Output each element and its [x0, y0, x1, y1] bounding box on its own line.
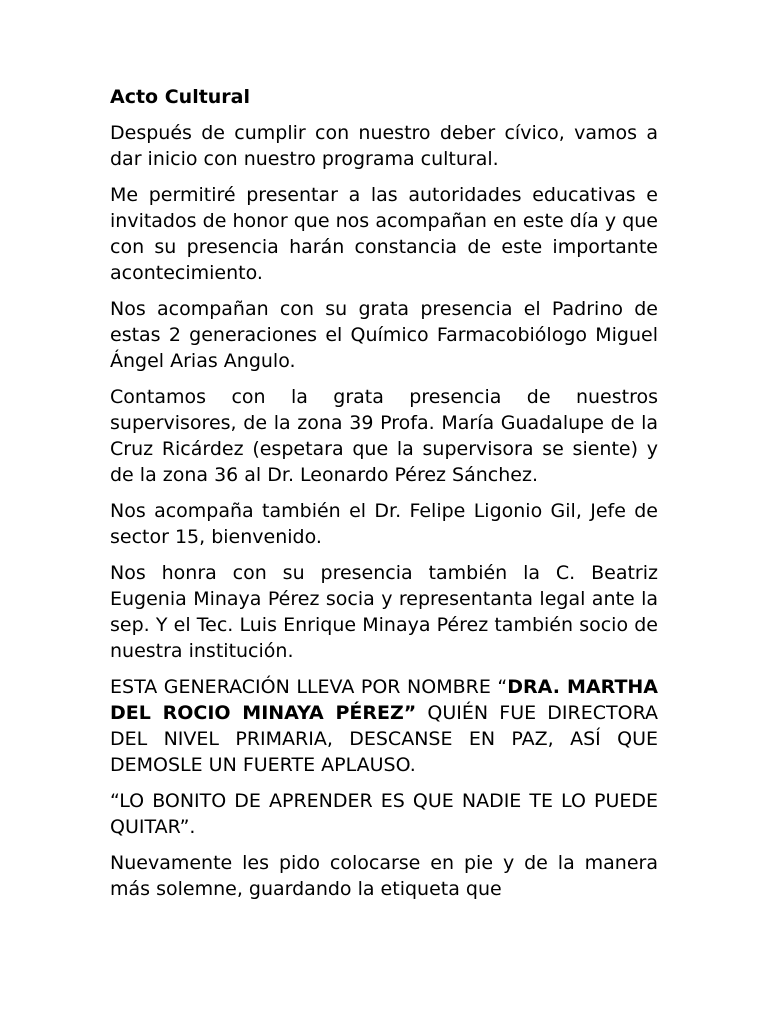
quote-paragraph: “LO BONITO DE APRENDER ES QUE NADIE TE LO PUEDE QUITAR”. — [110, 790, 658, 838]
paragraph-authorities: Me permitiré presentar a las autoridades educativas e invitados de honor que nos acompañan en este día y que con su presencia harán constancia de este importante acontecimiento. — [110, 184, 658, 284]
paragraph-supervisors: Contamos con la grata presencia de nuestros supervisores, de la zona 39 Profa. María Guadalupe de la Cruz Ricárdez (espetara que la supervisora se siente) y de la zona 36 al Dr. Leonardo Pérez Sánchez. — [110, 386, 658, 486]
document-title: Acto Cultural — [110, 86, 251, 108]
paragraph-padrino: Nos acompañan con su grata presencia el Padrino de estas 2 generaciones el Químico Farmacobiólogo Miguel Ángel Arias Angulo. — [110, 298, 658, 372]
paragraph-closing: Nuevamente les pido colocarse en pie y de la manera más solemne, guardando la etiqueta que — [110, 852, 658, 900]
document-body — [110, 84, 658, 912]
generation-suffix: QUIÉN FUE DIRECTORA DEL NIVEL PRIMARIA, DESCANSE EN PAZ, ASÍ QUE DEMOSLE UN FUERTE APLAUSO. — [110, 702, 658, 776]
paragraph-intro: Después de cumplir con nuestro deber cívico, vamos a dar inicio con nuestro programa cultural. — [110, 122, 658, 170]
generation-prefix: ESTA GENERACIÓN LLEVA POR NOMBRE “ — [110, 676, 508, 698]
paragraph-generation — [110, 674, 658, 778]
generation-name: DRA. MARTHA DEL ROCIO MINAYA PÉREZ” — [110, 676, 659, 724]
paragraph-sector-head: Nos acompaña también el Dr. Felipe Ligonio Gil, Jefe de sector 15, bienvenido. — [110, 500, 658, 548]
paragraph-partners: Nos honra con su presencia también la C. Beatriz Eugenia Minaya Pérez socia y representanta legal ante la sep. Y el Tec. Luis Enrique Minaya Pérez también socio de nuestra institución. — [110, 562, 658, 662]
